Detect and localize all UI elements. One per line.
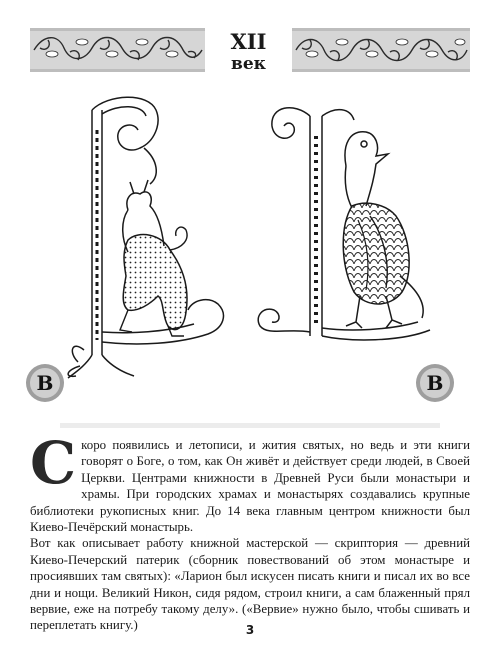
paragraph-2: Вот как описывает работу книжной мастерской — скриптория — древний Киево-Печерский патерик (сборник повествований об этом монастыре и просиявших там святых): «Ларион был искусен писать книги и писал их во все дни и нощи. Великий Никон, сидя рядом, строил книги, а сам блаженный прял вервие, еже на потребу такому делу». («Вервие» нужно было, чтобы сшивать и переплетать книгу.) xyxy=(30,536,470,633)
decorated-letter-v-bird xyxy=(250,96,440,354)
article-text xyxy=(30,429,470,634)
drop-cap: С xyxy=(30,429,77,497)
paragraph-1-text: коро появились и летописи, и жития святых, но ведь и эти книги говорят о Боге, о том, как Он живёт и действует среди людей, в Своей Церкви. Центрами книжности в Древней Руси были монастыри и храмы. При городских храмах и монастырях создавались крупные библиотеки рукописных книг. До 14 века главным центром книжности был Киево-Печёрский монастырь. xyxy=(30,438,470,535)
letter-badge-left xyxy=(25,363,65,403)
century-number: XII xyxy=(230,29,267,54)
century-heading xyxy=(205,30,292,74)
badge-letter-right: В xyxy=(426,371,444,395)
bleed-through-line xyxy=(60,415,440,435)
badge-letter-left: В xyxy=(36,371,54,395)
letter-badge-right xyxy=(415,363,455,403)
decorated-letter-v-dog xyxy=(58,90,233,380)
ornament-band-left xyxy=(30,28,205,72)
ornament-band-right xyxy=(292,28,470,72)
page-number: 3 xyxy=(245,623,255,637)
paragraph-1 xyxy=(30,429,470,535)
century-word: век xyxy=(231,54,266,74)
